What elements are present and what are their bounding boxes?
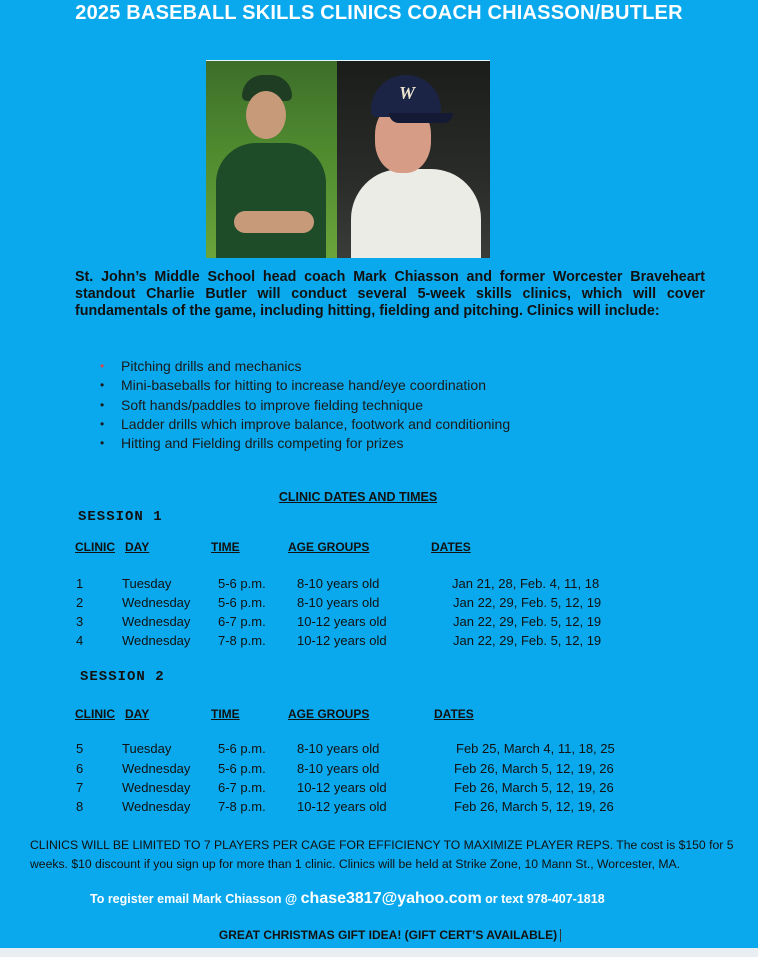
list-item: • Ladder drills which improve balance, footwork and conditioning	[100, 415, 510, 434]
col-dates-header: DATES	[431, 540, 471, 554]
col-day-header: DAY	[125, 540, 150, 554]
col-time-header: TIME	[211, 540, 240, 554]
clinic-notice: CLINICS WILL BE LIMITED TO 7 PLAYERS PER CAGE FOR EFFICIENCY TO MAXIMIZE PLAYER REPS. The cost is $150 for 5 weeks. $10 discount if you sign up for more than 1 clinic. Clinics will be held at Strike Zone, 10 Mann St., Worcester, MA.	[30, 838, 734, 871]
clinic-topics-list	[100, 357, 510, 453]
list-item: • Pitching drills and mechanics	[100, 357, 510, 376]
coach-chiasson-photo	[206, 61, 337, 258]
coaches-photo	[206, 60, 490, 258]
register-suffix: or text 978-407-1818	[481, 892, 605, 906]
col-clinic-header: CLINIC	[75, 540, 115, 554]
bullet-icon: •	[100, 436, 105, 451]
col-day-header: DAY	[125, 707, 150, 721]
registration-line	[90, 890, 605, 908]
session-2-label: SESSION 2	[80, 669, 165, 685]
col-clinic-header: CLINIC	[75, 707, 115, 721]
page-title: 2025 BASEBALL SKILLS CLINICS COACH CHIASSON/BUTLER	[75, 2, 683, 24]
col-dates-header: DATES	[434, 707, 474, 721]
session-1-label: SESSION 1	[78, 509, 163, 525]
col-age-header: AGE GROUPS	[288, 707, 370, 721]
gift-text: GREAT CHRISTMAS GIFT IDEA! (GIFT CERT’S AVAILABLE)	[218, 928, 558, 942]
col-time-header: TIME	[211, 707, 240, 721]
email-link[interactable]: chase3817@yahoo.com	[300, 890, 482, 907]
coach-butler-photo	[337, 61, 490, 258]
bullet-icon: •	[100, 397, 105, 412]
register-prefix: To register email Mark Chiasson @	[90, 892, 301, 906]
list-item: • Soft hands/paddles to improve fielding technique	[100, 396, 510, 415]
window-footer	[0, 948, 758, 957]
gift-banner	[0, 928, 758, 942]
bullet-icon: •	[100, 378, 105, 393]
text-cursor	[560, 929, 561, 942]
bullet-icon: •	[100, 416, 105, 431]
col-age-header: AGE GROUPS	[288, 540, 370, 554]
list-item: • Hitting and Fielding drills competing for prizes	[100, 434, 510, 453]
bullet-icon: •	[100, 359, 105, 373]
cap-logo: W	[399, 83, 416, 103]
intro-paragraph: St. John’s Middle School head coach Mark Chiasson and former Worcester Braveheart standout Charlie Butler will conduct several 5-week skills clinics, which will cover fundamentals of the game, including hitting, fielding and pitching. Clinics will include:	[75, 269, 705, 319]
list-item: • Mini-baseballs for hitting to increase hand/eye coordination	[100, 376, 510, 395]
schedule-heading: CLINIC DATES AND TIMES	[278, 490, 438, 504]
